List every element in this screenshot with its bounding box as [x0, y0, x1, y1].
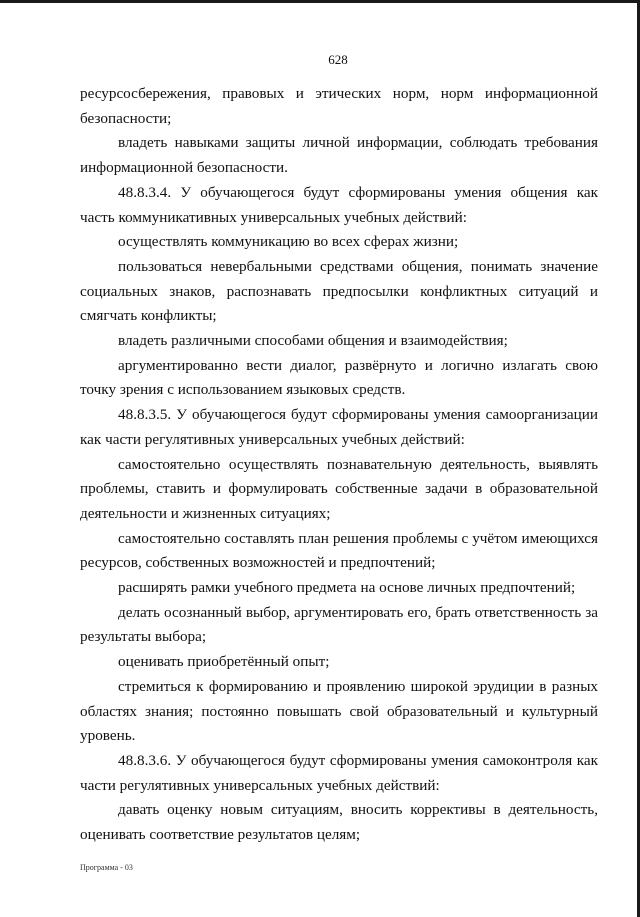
paragraph: самостоятельно составлять план решения проблемы с учётом имеющихся ресурсов, собственных возможностей и предпочтений; — [80, 529, 598, 572]
body-text — [80, 82, 598, 848]
paragraph: пользоваться невербальными средствами общения, понимать значение социальных знаков, распознавать предпосылки конфликтных ситуаций и смягчать конфликты; — [80, 257, 598, 325]
paragraph: делать осознанный выбор, аргументировать его, брать ответственность за результаты выбора; — [80, 603, 598, 646]
scan-border-top — [0, 0, 640, 3]
section-heading-paragraph: 48.8.3.5. У обучающегося будут сформированы умения самоорганизации как части регулятивных универсальных учебных действий: — [80, 406, 598, 448]
paragraph: владеть различными способами общения и взаимодействия; — [118, 332, 508, 350]
paragraph: аргументированно вести диалог, развёрнуто и логично излагать свою точку зрения с использованием языковых средств. — [80, 356, 598, 399]
page-footer: Программа - 03 — [80, 863, 133, 872]
paragraph: осуществлять коммуникацию во всех сферах жизни; — [118, 233, 459, 251]
paragraph: стремиться к формированию и проявлению широкой эрудиции в разных областях знания; постоянно повышать свой образовательный и культурный уровень. — [80, 677, 598, 745]
section-heading-paragraph: 48.8.3.6. У обучающегося будут сформированы умения самоконтроля как части регулятивных универсальных учебных действий: — [80, 751, 598, 794]
section-heading-paragraph: 48.8.3.4. У обучающегося будут сформированы умения общения как часть коммуникативных универсальных учебных действий: — [80, 183, 598, 226]
paragraph: расширять рамки учебного предмета на основе личных предпочтений; — [118, 579, 576, 597]
paragraph: давать оценку новым ситуациям, вносить коррективы в деятельность, оценивать соответствие результатов целям; — [80, 801, 598, 844]
page-number: 628 — [328, 52, 348, 67]
paragraph: самостоятельно осуществлять познавательную деятельность, выявлять проблемы, ставить и формулировать собственные задачи в образовательной деятельности и жизненных ситуациях; — [80, 455, 598, 522]
paragraph: владеть навыками защиты личной информации, соблюдать требования информационной безопасности. — [80, 134, 598, 177]
paragraph: оценивать приобретённый опыт; — [118, 653, 330, 671]
paragraph-continuation: ресурсосбережения, правовых и этических норм, норм информационной безопасности; — [80, 85, 598, 127]
